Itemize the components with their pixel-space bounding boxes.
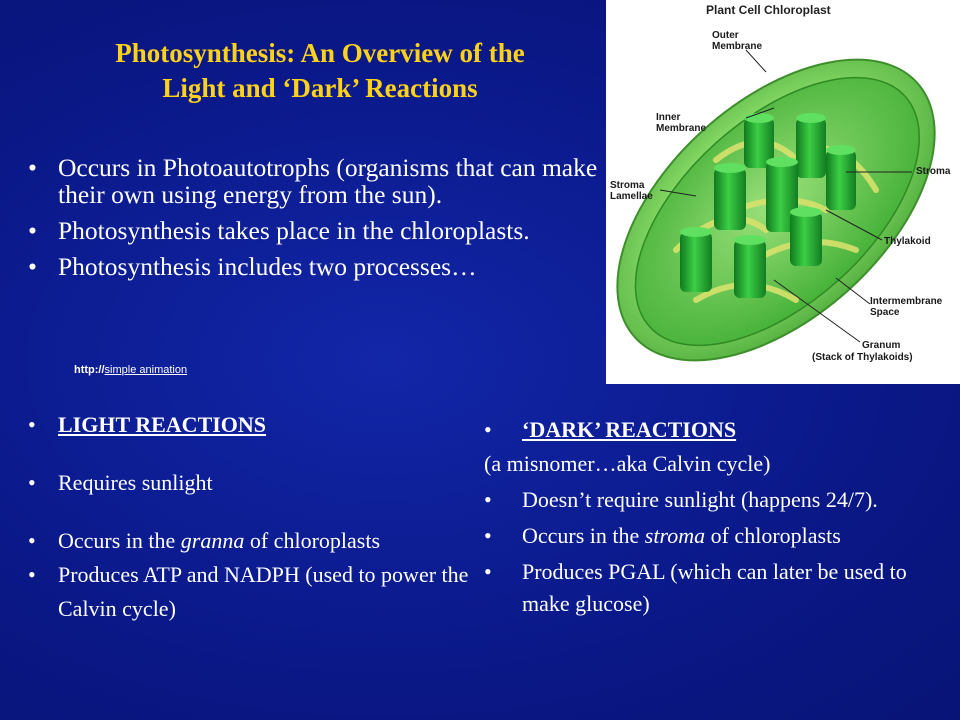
label-inner-membrane: Inner Membrane	[656, 112, 707, 134]
label-stroma: Stroma	[916, 166, 951, 177]
slide-title	[40, 36, 600, 106]
label-intermembrane-space: Intermembrane Space	[870, 296, 943, 318]
dark-bullet-pgal: • Produces PGAL (which can later be used to make glucose)	[484, 556, 944, 620]
animation-link-line	[74, 364, 187, 376]
title-line-1: Photosynthesis: An Overview of the	[115, 38, 525, 68]
dark-heading-text: ‘DARK’ REACTIONS	[522, 417, 737, 442]
stroma-prefix: Occurs in the	[522, 523, 645, 548]
dark-subtitle: (a misnomer…aka Calvin cycle)	[484, 451, 771, 476]
granna-suffix: of chloroplasts	[244, 528, 381, 553]
chloroplast-figure	[606, 0, 960, 384]
main-bullet-2: • Photosynthesis takes place in the chloroplasts.	[58, 217, 598, 244]
light-bullet-atp: • Produces ATP and NADPH (used to power the Calvin cycle)	[58, 558, 478, 626]
light-bullet-sunlight: • Requires sunlight	[58, 466, 478, 500]
label-granum: Granum	[862, 340, 901, 351]
granna-word: granna	[180, 528, 245, 553]
light-reactions-heading	[58, 408, 478, 442]
label-granum-sub: (Stack of Thylakoids)	[812, 352, 913, 363]
main-bullet-1: • Occurs in Photoautotrophs (organisms that can make their own using energy from the sun).	[58, 154, 598, 208]
figure-title: Plant Cell Chloroplast	[706, 3, 831, 17]
main-bullet-list	[58, 154, 598, 289]
title-line-2: Light and ‘Dark’ Reactions	[162, 73, 478, 103]
dark-bullet-stroma	[484, 520, 944, 552]
dark-bullet-sunlight: • Doesn’t require sunlight (happens 24/7).	[484, 484, 944, 516]
granna-prefix: Occurs in the	[58, 528, 181, 553]
dark-reactions-list	[484, 414, 944, 624]
label-thylakoid: Thylakoid	[884, 236, 931, 247]
simple-animation-link[interactable]: simple animation	[104, 364, 188, 376]
label-stroma-lamellae: Stroma Lamellae	[610, 180, 653, 202]
main-bullet-3: • Photosynthesis includes two processes…	[58, 253, 598, 280]
stroma-word: stroma	[644, 523, 706, 548]
dark-reactions-heading	[484, 414, 944, 446]
light-reactions-list	[58, 408, 478, 626]
light-bullet-granna	[58, 524, 478, 558]
stroma-suffix: of chloroplasts	[705, 523, 841, 548]
link-prefix: http://	[74, 364, 105, 376]
label-outer-membrane: Outer Membrane	[712, 30, 763, 52]
light-heading-text: LIGHT REACTIONS	[58, 412, 267, 437]
